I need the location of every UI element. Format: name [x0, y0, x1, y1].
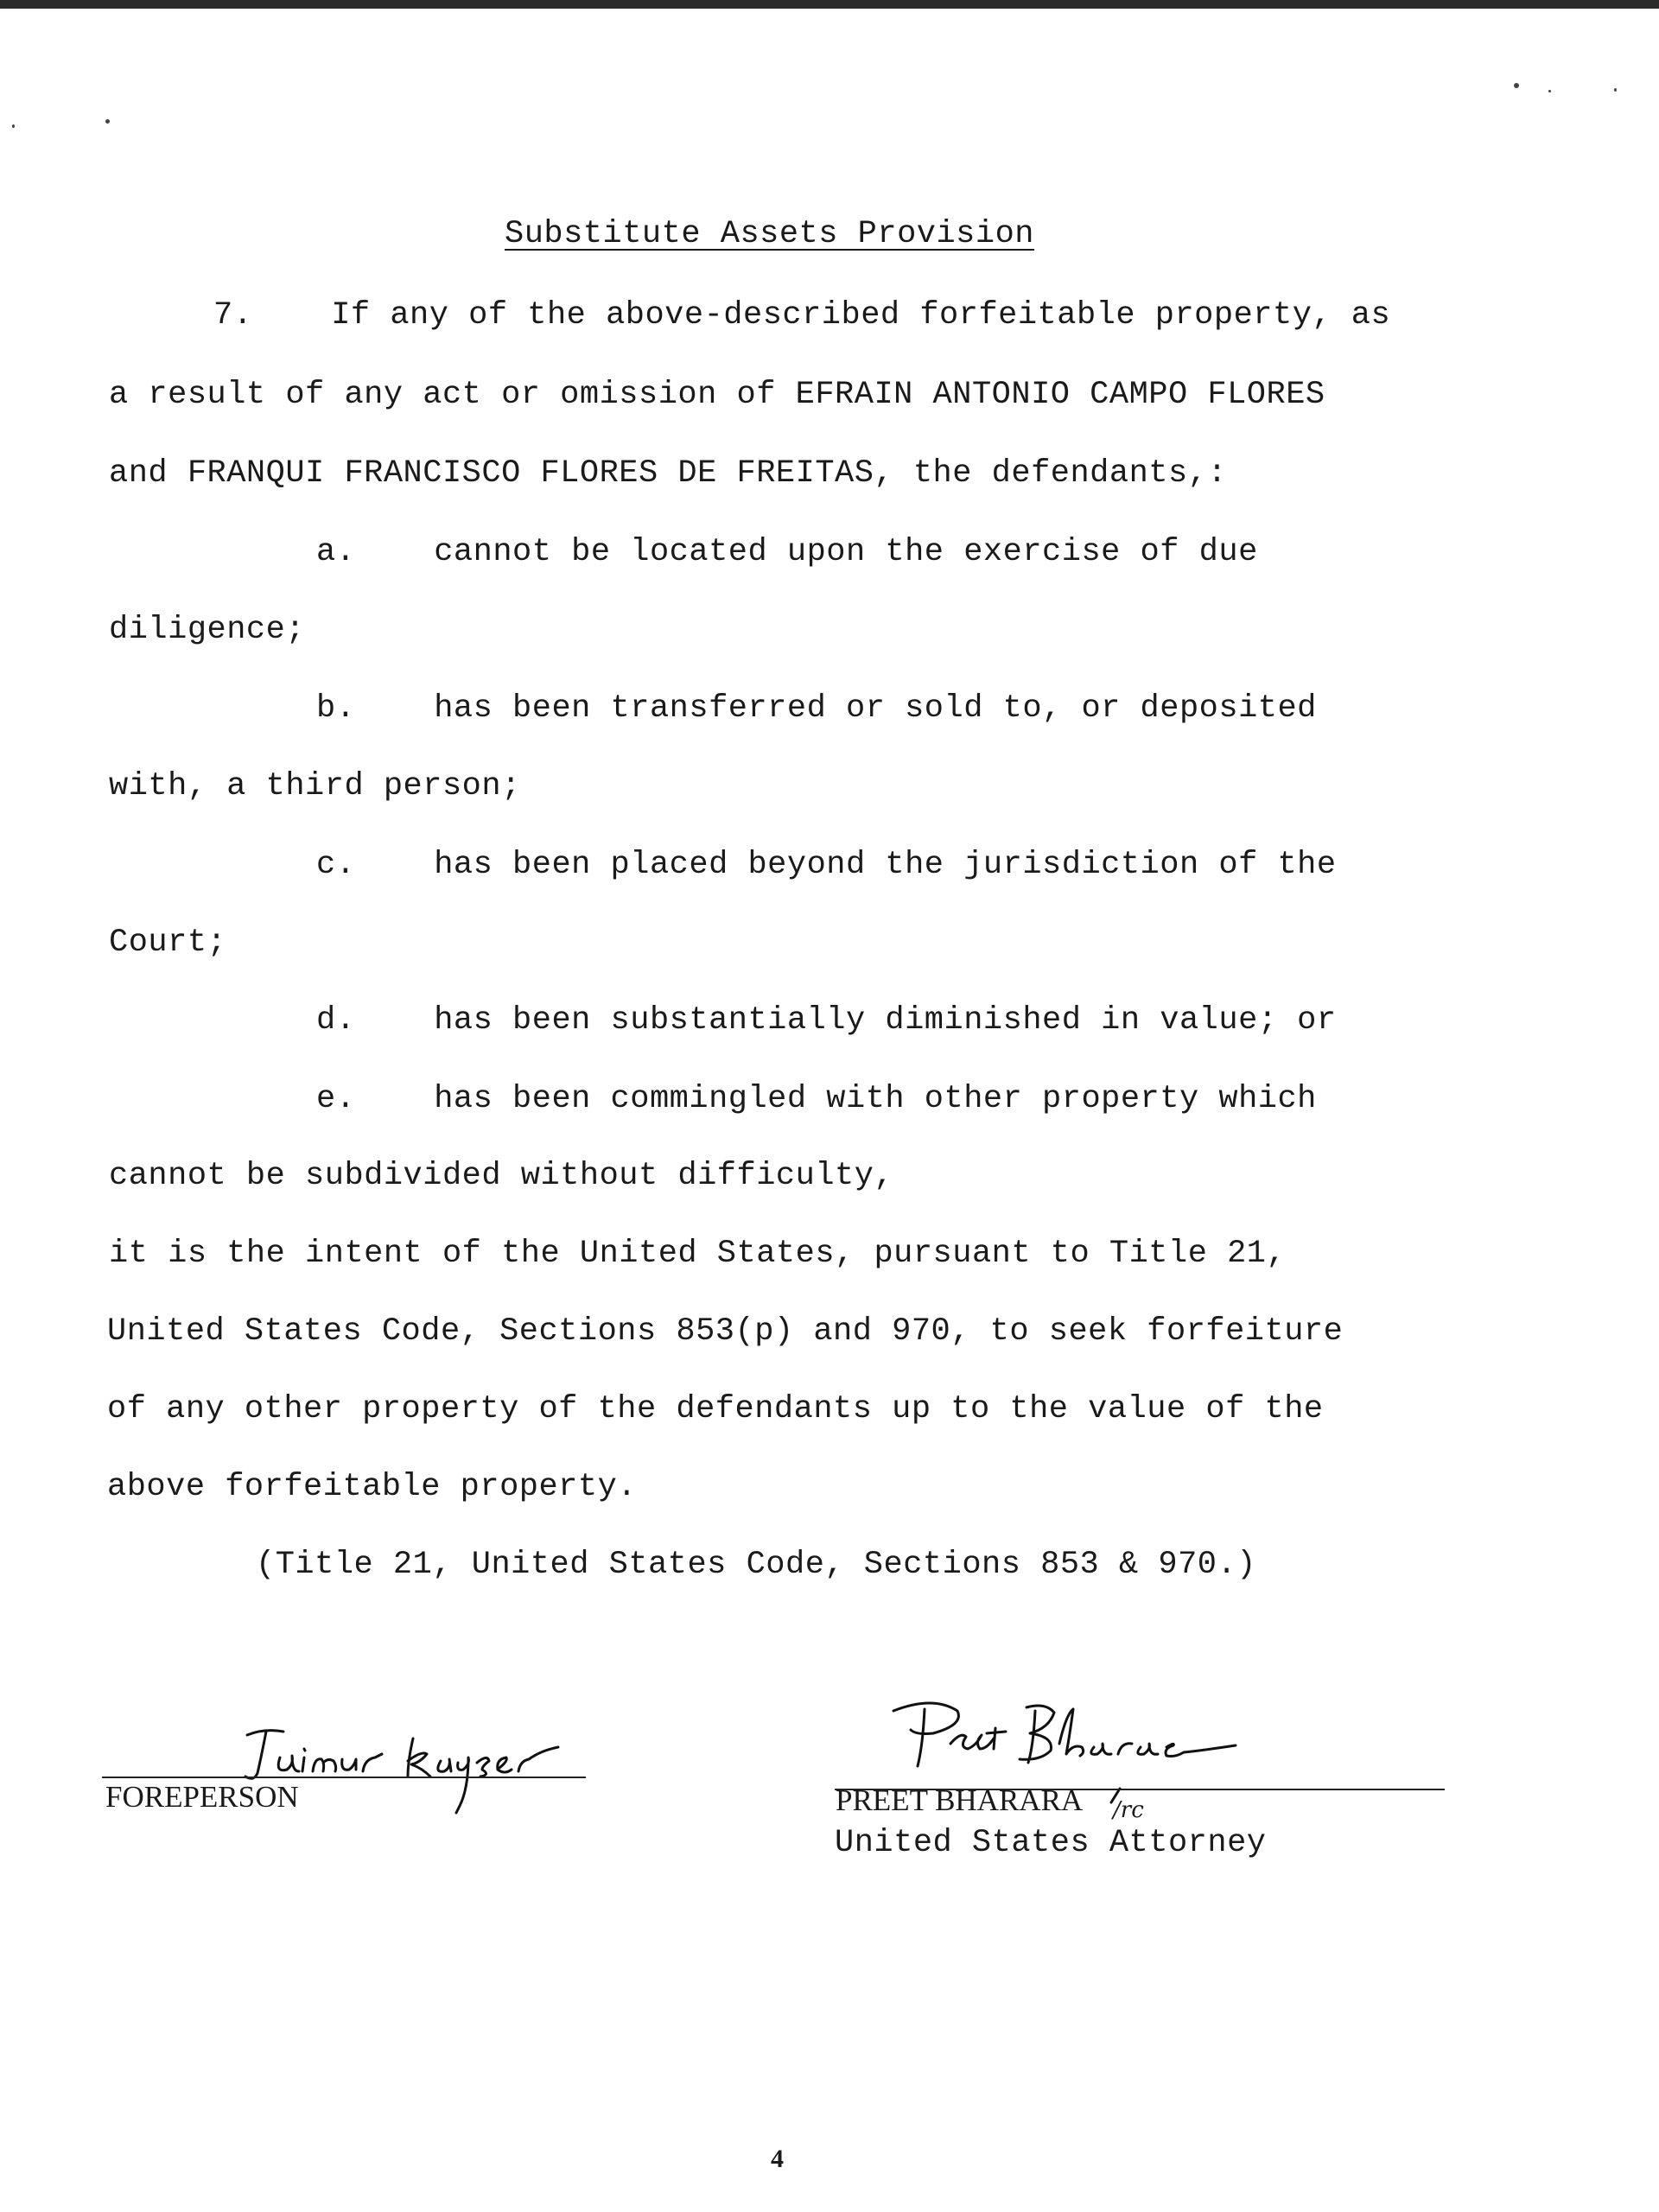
list-item-b: b. has been transferred or sold to, or deposited [316, 690, 1317, 727]
scan-speck [1514, 83, 1519, 88]
paragraph-line: with, a third person; [109, 768, 521, 804]
paragraph-line: cannot be subdivided without difficulty, [109, 1158, 894, 1194]
paragraph-line: of any other property of the defendants up to the value of the [107, 1391, 1324, 1427]
list-item-d: d. has been substantially diminished in value; or [316, 1002, 1337, 1039]
scan-speck [105, 119, 110, 124]
paragraph-line: 7. If any of the above-described forfeitable property, as [213, 297, 1391, 334]
list-item-c: c. has been placed beyond the jurisdiction of the [316, 847, 1337, 883]
citation-line: (Title 21, United States Code, Sections 853 & 970.) [256, 1547, 1256, 1583]
attorney-name: PREET BHARARA [836, 1783, 1084, 1817]
list-item-a: a. cannot be located upon the exercise of due [316, 534, 1258, 570]
scan-speck [1614, 88, 1617, 92]
paragraph-line: a result of any act or omission of EFRAIN ANTONIO CAMPO FLORES [109, 377, 1325, 413]
scan-speck [12, 124, 15, 128]
paragraph-line: Court; [109, 925, 227, 961]
paragraph-line: and FRANQUI FRANCISCO FLORES DE FREITAS, the defendants,: [109, 455, 1228, 492]
paragraph-line: diligence; [109, 612, 306, 648]
scan-speck [1548, 90, 1551, 92]
paragraph-line: it is the intent of the United States, pursuant to Title 21, [109, 1236, 1287, 1272]
attorney-title: United States Attorney [835, 1825, 1267, 1861]
paragraph-line: above forfeitable property. [107, 1469, 637, 1505]
attorney-signature [881, 1694, 1253, 1797]
section-heading: Substitute Assets Provision [505, 216, 1034, 252]
foreperson-label: FOREPERSON [105, 1780, 299, 1814]
page-number: 4 [771, 2145, 784, 2173]
scan-edge [0, 0, 1659, 9]
list-item-e: e. has been commingled with other property which [316, 1081, 1317, 1117]
attorney-initials: /rc [1113, 1797, 1144, 1823]
foreperson-signature-line [102, 1777, 586, 1778]
paragraph-line: United States Code, Sections 853(p) and 970, to seek forfeiture [107, 1313, 1344, 1350]
